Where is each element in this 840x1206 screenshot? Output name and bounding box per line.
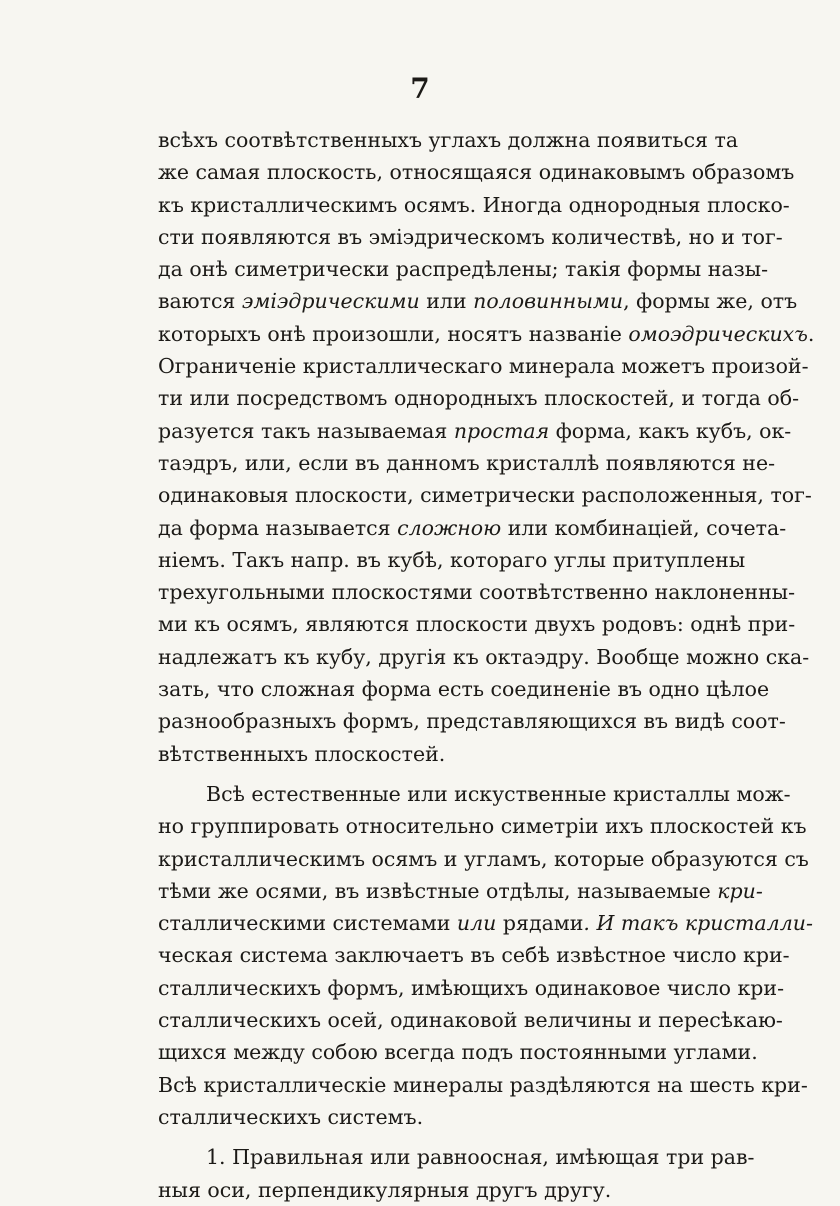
italic-term: омоэдрическихъ <box>628 321 808 346</box>
text-line <box>158 285 798 317</box>
text-segment: трехугольными плоскостями соотвѣтственно наклоненны- <box>158 580 795 605</box>
text-line <box>158 576 795 608</box>
text-segment: 1. Правильная или равноосная, имѣющая три рав- <box>206 1145 755 1170</box>
page-number: 7 <box>410 72 430 105</box>
text-segment: сталлическихъ формъ, имѣющихъ одинаковое число кри- <box>158 975 785 1000</box>
text-line <box>158 512 787 544</box>
text-line <box>158 544 746 576</box>
text-line <box>158 221 783 253</box>
text-segment: форма, какъ кубъ, ок- <box>549 418 792 443</box>
text-segment: же самая плоскость, относящаяся одинаковымъ образомъ <box>158 160 795 185</box>
text-segment: да форма называется <box>158 515 398 540</box>
text-segment: вѣтственныхъ плоскостей. <box>158 741 446 766</box>
text-segment: надлежатъ къ кубу, другія къ октаэдру. Вообще можно ска- <box>158 644 810 669</box>
italic-term: простая <box>453 418 550 443</box>
text-segment: сталлическими системами <box>158 911 451 936</box>
text-segment: разуется такъ называемая <box>158 418 454 443</box>
text-segment: кристаллическимъ осямъ и угламъ, которые образуются съ <box>158 846 809 871</box>
text-segment: , формы же, отъ <box>623 289 798 314</box>
text-segment: которыхъ онѣ произошли, носятъ названіе <box>158 321 629 346</box>
text-segment: таэдръ, или, если въ данномъ кристаллѣ появляются не- <box>158 450 776 475</box>
text-segment: ніемъ. Такъ напр. въ кубѣ, котораго углы притуплены <box>158 547 746 572</box>
text-segment: щихся между собою всегда подъ постоянными углами. <box>158 1040 758 1065</box>
text-line <box>158 189 790 221</box>
paragraph <box>158 124 815 770</box>
text-line <box>158 382 800 414</box>
text-segment: но группировать относительно симетріи ихъ плоскостей къ <box>158 814 807 839</box>
text-line <box>158 479 812 511</box>
text-segment: разнообразныхъ формъ, представляющихся въ видѣ соот- <box>158 709 786 734</box>
text-segment: ческая система заключаетъ въ себѣ извѣстное число кри- <box>158 943 790 968</box>
text-segment: одинаковыя плоскости, симетрически расположенныя, тог- <box>158 483 812 508</box>
text-line <box>158 972 785 1004</box>
italic-term: . И такъ кристалли- <box>583 911 813 936</box>
italic-term: или <box>450 911 503 936</box>
text-line <box>158 810 807 842</box>
text-line <box>158 1101 733 1133</box>
text-line <box>158 1004 783 1036</box>
italic-term: сложною <box>397 515 502 540</box>
text-line <box>158 124 739 156</box>
text-segment: зать, что сложная форма есть соединеніе въ одно цѣлое <box>158 677 770 702</box>
text-line <box>158 415 792 447</box>
text-segment: сталлическихъ системъ. <box>158 1104 424 1129</box>
text-line <box>158 608 796 640</box>
text-line <box>158 641 810 673</box>
text-line <box>158 907 813 939</box>
text-segment: тѣми же осями, въ извѣстные отдѣлы, называемые <box>158 878 718 903</box>
text-line <box>158 738 733 770</box>
text-segment: или комбинацiей, сочета- <box>501 515 787 540</box>
text-segment: да онѣ симетрически распредѣлены; такія формы назы- <box>158 257 769 282</box>
text-segment: . <box>807 321 815 346</box>
text-line <box>158 778 791 810</box>
text-segment: рядами <box>502 911 584 936</box>
text-segment: сталлическихъ осей, одинаковой величины и пересѣкаю- <box>158 1008 783 1033</box>
text-line <box>158 939 790 971</box>
paragraph <box>158 778 813 1133</box>
italic-term: половинными <box>473 289 624 314</box>
text-line <box>158 318 815 350</box>
text-line <box>158 843 809 875</box>
text-segment: или <box>419 289 474 314</box>
text-line <box>158 156 795 188</box>
text-line <box>158 1036 758 1068</box>
text-segment: ныя оси, перпендикулярныя другъ другу. <box>158 1177 612 1202</box>
italic-term: кри- <box>717 878 763 903</box>
text-segment: всѣхъ соотвѣтственныхъ углахъ должна появиться та <box>158 128 739 152</box>
paragraph <box>158 1141 755 1206</box>
text-segment: Всѣ кристаллическіе минералы раздѣляются на шесть кри- <box>158 1072 808 1097</box>
text-line <box>158 350 809 382</box>
italic-term: эміэдрическими <box>241 289 420 314</box>
text-line <box>158 253 769 285</box>
text-segment: сти появляются въ эміэдрическомъ количествѣ, но и тог- <box>158 224 783 249</box>
text-segment: ти или посредствомъ однородныхъ плоскостей, и тогда об- <box>158 386 800 411</box>
text-segment: ми къ осямъ, являются плоскости двухъ родовъ: однѣ при- <box>158 612 796 637</box>
text-line <box>158 1069 808 1101</box>
text-line <box>158 1174 733 1206</box>
text-line <box>158 673 770 705</box>
text-line <box>158 1141 755 1173</box>
text-segment: Ограниченіе кристаллическаго минерала можетъ произой- <box>158 354 809 379</box>
text-line <box>158 875 763 907</box>
text-segment: ваются <box>158 289 242 314</box>
text-line <box>158 705 786 737</box>
text-segment: Всѣ естественные или искуственные кристаллы мож- <box>206 781 791 806</box>
body-text <box>158 124 815 1206</box>
text-line <box>158 447 776 479</box>
text-segment: къ кристаллическимъ осямъ. Иногда однородныя плоско- <box>158 192 790 217</box>
